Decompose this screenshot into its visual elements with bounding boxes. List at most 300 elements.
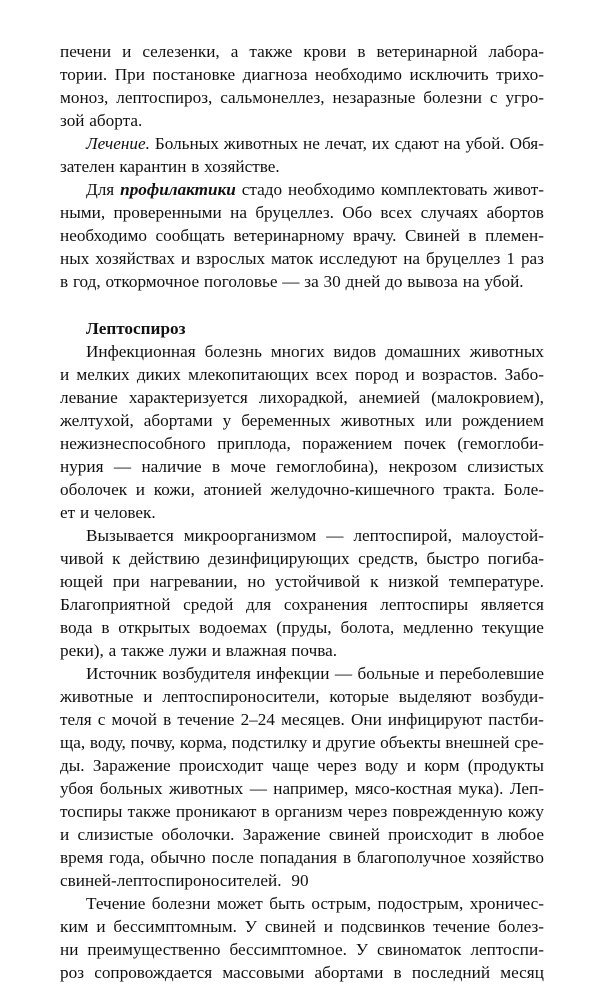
word: и bbox=[143, 687, 153, 706]
word: происходит bbox=[178, 756, 264, 775]
word: больные bbox=[357, 664, 420, 683]
word: организм bbox=[274, 802, 343, 821]
word: мясо-костная bbox=[354, 779, 452, 798]
word: зателен bbox=[60, 157, 115, 176]
word: бруцеллез bbox=[426, 249, 501, 268]
word: дней bbox=[345, 272, 381, 291]
word: воду, bbox=[89, 733, 126, 752]
word: человек. bbox=[93, 503, 156, 522]
word: быстро bbox=[426, 549, 480, 568]
word: открытых bbox=[118, 618, 191, 637]
word: ветеринарной bbox=[376, 42, 478, 61]
word: переболевшие bbox=[439, 664, 544, 683]
text-line bbox=[60, 132, 544, 155]
word: (пруды, bbox=[276, 618, 332, 637]
word: ща, bbox=[60, 733, 86, 752]
word: некрозом bbox=[388, 457, 457, 476]
word: бессимптомное. bbox=[229, 940, 347, 959]
word: низкой bbox=[388, 572, 439, 591]
word: которые bbox=[329, 687, 389, 706]
word: при bbox=[112, 572, 140, 591]
word: быть bbox=[269, 894, 305, 913]
word: течение bbox=[177, 710, 235, 729]
word: абортами bbox=[143, 411, 213, 430]
text-line bbox=[60, 731, 544, 754]
word: поврежденную bbox=[392, 802, 503, 821]
word: диагноза bbox=[242, 65, 308, 84]
text-line bbox=[60, 961, 544, 984]
page-number: 90 bbox=[291, 871, 309, 890]
word: и bbox=[181, 249, 191, 268]
word: Боле- bbox=[503, 480, 544, 499]
word: комплектовать bbox=[380, 180, 488, 199]
word: сдают bbox=[394, 134, 439, 153]
word: течение bbox=[433, 917, 491, 936]
word: зой bbox=[60, 111, 85, 130]
word: 2–24 bbox=[240, 710, 275, 729]
word: Благоприятной bbox=[60, 595, 171, 614]
word: (гемоглоби- bbox=[457, 434, 544, 453]
word: тоспиры bbox=[60, 802, 123, 821]
word: лептоспиры bbox=[380, 595, 469, 614]
word: дезинфицирующих bbox=[208, 549, 350, 568]
word: корма, bbox=[179, 733, 227, 752]
word: теля bbox=[60, 710, 92, 729]
text-line bbox=[60, 501, 544, 524]
word: карантин bbox=[119, 157, 187, 176]
word: роз bbox=[60, 963, 84, 982]
word: У bbox=[244, 917, 257, 936]
word: постановке bbox=[152, 65, 236, 84]
word: анемией bbox=[358, 388, 421, 407]
text-line bbox=[60, 247, 544, 270]
word: свиноматок bbox=[376, 940, 462, 959]
word: — bbox=[249, 779, 267, 798]
word: взрослых bbox=[196, 249, 266, 268]
text-line bbox=[60, 386, 544, 409]
word: а bbox=[230, 42, 239, 61]
word: попадания bbox=[259, 848, 338, 867]
word: Для bbox=[86, 180, 115, 199]
word: селезенки, bbox=[142, 42, 220, 61]
word: свиней-лептоспироносителей. bbox=[60, 871, 282, 890]
word: мочой bbox=[111, 710, 158, 729]
word: к bbox=[370, 572, 379, 591]
word: инфекции bbox=[256, 664, 330, 683]
word: через bbox=[317, 756, 357, 775]
word: болота, bbox=[340, 618, 395, 637]
word: массовыми bbox=[222, 963, 305, 982]
word: влажная bbox=[225, 641, 287, 660]
word: Свиней bbox=[405, 226, 460, 245]
word: свиней bbox=[264, 917, 316, 936]
word: моноз, bbox=[60, 88, 109, 107]
word: и bbox=[211, 641, 221, 660]
word: и bbox=[405, 365, 415, 384]
word: болезни bbox=[423, 88, 482, 107]
text-line bbox=[60, 86, 544, 109]
word: инфицируют bbox=[387, 710, 483, 729]
word: 1 bbox=[506, 249, 515, 268]
word: в bbox=[393, 963, 402, 982]
word: преимущественно bbox=[87, 940, 221, 959]
word: обычно bbox=[150, 848, 206, 867]
word: (продукты bbox=[467, 756, 544, 775]
word: рождением bbox=[462, 411, 544, 430]
word: раз bbox=[520, 249, 544, 268]
word: желудочно-кишечного bbox=[270, 480, 435, 499]
word: слизистые bbox=[77, 825, 154, 844]
word: всех bbox=[380, 203, 413, 222]
word: в bbox=[342, 848, 352, 867]
word: мука). bbox=[458, 779, 504, 798]
word: — bbox=[113, 457, 132, 476]
text-line bbox=[60, 708, 544, 731]
word: живот- bbox=[493, 180, 544, 199]
word: ды. bbox=[60, 756, 85, 775]
word: в bbox=[480, 825, 490, 844]
word: животных bbox=[223, 134, 299, 153]
word: месяц bbox=[500, 963, 544, 982]
word: действию bbox=[128, 549, 200, 568]
word: хозяйство bbox=[471, 848, 544, 867]
word: текущие bbox=[482, 618, 544, 637]
text-line bbox=[60, 685, 544, 708]
word: возбуди- bbox=[481, 687, 544, 706]
word: Течение bbox=[86, 894, 146, 913]
word: наличие bbox=[141, 457, 202, 476]
word: на bbox=[403, 249, 421, 268]
word: необходимо bbox=[60, 226, 147, 245]
word: в bbox=[212, 457, 221, 476]
word: воду bbox=[364, 756, 399, 775]
word: всех bbox=[316, 365, 348, 384]
word: в bbox=[261, 802, 270, 821]
text-line bbox=[60, 800, 544, 823]
word: на bbox=[230, 203, 247, 222]
word: животных bbox=[168, 779, 244, 798]
text-line bbox=[60, 846, 544, 869]
word: также bbox=[249, 42, 293, 61]
text-line bbox=[60, 455, 544, 478]
word: видов bbox=[333, 342, 377, 361]
text-line bbox=[60, 777, 544, 800]
word: животных bbox=[469, 342, 544, 361]
word: за bbox=[304, 272, 319, 291]
word: исследуют bbox=[319, 249, 398, 268]
word: или bbox=[425, 411, 452, 430]
word: случаях bbox=[420, 203, 479, 222]
word: пород bbox=[355, 365, 399, 384]
text-line bbox=[60, 662, 544, 685]
word: свиней bbox=[328, 825, 380, 844]
word: проверенными bbox=[113, 203, 222, 222]
word: Заражение bbox=[242, 825, 321, 844]
text-line bbox=[60, 201, 544, 224]
word: Источник bbox=[86, 664, 157, 683]
word: мелких bbox=[76, 365, 130, 384]
word: сообщать bbox=[155, 226, 225, 245]
word: последний bbox=[411, 963, 491, 982]
word: ким bbox=[60, 917, 89, 936]
word: необходимо bbox=[288, 180, 375, 199]
word: тории. bbox=[60, 65, 108, 84]
text-line bbox=[60, 409, 544, 432]
word: лептоспирой, bbox=[353, 526, 452, 545]
word: кожи, bbox=[153, 480, 195, 499]
word: время bbox=[60, 848, 104, 867]
word: абортов bbox=[486, 203, 544, 222]
word: нурия bbox=[60, 457, 104, 476]
section-heading: Лептоспироз bbox=[86, 319, 186, 338]
word: абортами bbox=[314, 963, 384, 982]
word: месяцев. bbox=[281, 710, 345, 729]
word: сохранения bbox=[283, 595, 368, 614]
word: ни bbox=[60, 940, 79, 959]
word: трихо- bbox=[496, 65, 544, 84]
word: кожу bbox=[507, 802, 544, 821]
word: Инфекционная bbox=[86, 342, 196, 361]
text-line bbox=[60, 639, 544, 662]
word: для bbox=[245, 595, 272, 614]
word: Обя- bbox=[509, 134, 544, 153]
word: к bbox=[112, 549, 121, 568]
word: возрастов. bbox=[421, 365, 498, 384]
text-line bbox=[60, 432, 544, 455]
word: любое bbox=[497, 825, 544, 844]
word: врачу. bbox=[352, 226, 397, 245]
word: через bbox=[347, 802, 388, 821]
text-line bbox=[60, 340, 544, 363]
word: проникают bbox=[175, 802, 257, 821]
word: болез- bbox=[497, 917, 544, 936]
word: и bbox=[122, 42, 132, 61]
word: ющей bbox=[60, 572, 103, 591]
word: также bbox=[127, 802, 171, 821]
word: Леп- bbox=[509, 779, 544, 798]
word: Лечение. bbox=[86, 134, 150, 153]
word: ветеринарному bbox=[233, 226, 345, 245]
word: племен- bbox=[485, 226, 544, 245]
word: малоустой- bbox=[461, 526, 544, 545]
word: температуре. bbox=[448, 572, 544, 591]
word: и bbox=[406, 756, 416, 775]
word: возбудителя bbox=[162, 664, 251, 683]
word: оболочек bbox=[60, 480, 128, 499]
word: тракта. bbox=[443, 480, 496, 499]
word: крови bbox=[303, 42, 347, 61]
word: бессимптомным. bbox=[113, 917, 237, 936]
word: с bbox=[97, 710, 106, 729]
word: животные bbox=[60, 687, 134, 706]
word: в bbox=[101, 618, 110, 637]
word: и bbox=[312, 733, 322, 752]
word: У bbox=[355, 940, 369, 959]
word: и bbox=[96, 917, 106, 936]
word: аборта. bbox=[89, 111, 143, 130]
word: и bbox=[323, 917, 333, 936]
word: внешней bbox=[445, 733, 510, 752]
word: болезни bbox=[151, 894, 211, 913]
word: млекопитающих bbox=[188, 365, 309, 384]
word: благополучное bbox=[357, 848, 466, 867]
word: убоя bbox=[60, 779, 94, 798]
word: Они bbox=[350, 710, 382, 729]
word: на bbox=[462, 272, 480, 291]
word: — bbox=[334, 664, 353, 683]
word: год, bbox=[72, 272, 101, 291]
word: средой bbox=[183, 595, 234, 614]
word: выделяют bbox=[398, 687, 472, 706]
word: и bbox=[60, 825, 70, 844]
word: например, bbox=[273, 779, 349, 798]
text-line bbox=[60, 40, 544, 63]
word: ет bbox=[60, 503, 76, 522]
word: медленно bbox=[402, 618, 474, 637]
word: почва. bbox=[291, 641, 338, 660]
word: исключить bbox=[409, 65, 489, 84]
word: у bbox=[222, 411, 232, 430]
word: происходит bbox=[388, 825, 473, 844]
text-line bbox=[60, 938, 544, 961]
word: в bbox=[191, 157, 200, 176]
text-line bbox=[60, 270, 544, 293]
word: профилактики bbox=[120, 180, 236, 199]
word: после bbox=[211, 848, 254, 867]
word: болезнь bbox=[204, 342, 262, 361]
text-line bbox=[60, 570, 544, 593]
word: хозяйствах bbox=[95, 249, 176, 268]
word: ными, bbox=[60, 203, 106, 222]
word: сальмонеллез, bbox=[220, 88, 325, 107]
word: устойчивой bbox=[275, 572, 361, 591]
word: бруцеллез. bbox=[255, 203, 334, 222]
word: незаразные bbox=[332, 88, 416, 107]
word: чивой bbox=[60, 549, 104, 568]
word: в bbox=[163, 710, 172, 729]
word: в bbox=[357, 42, 366, 61]
word: микроорганизмом bbox=[183, 526, 317, 545]
text-line bbox=[60, 224, 544, 247]
word: сре- bbox=[514, 733, 544, 752]
word: средств, bbox=[358, 549, 418, 568]
word: подсвинков bbox=[340, 917, 426, 936]
text-line bbox=[60, 178, 544, 201]
word: ных bbox=[60, 249, 90, 268]
text-line bbox=[60, 547, 544, 570]
word: и bbox=[60, 365, 70, 384]
word: маток bbox=[271, 249, 314, 268]
text-line bbox=[60, 109, 544, 132]
word: желтухой, bbox=[60, 411, 134, 430]
word: может bbox=[216, 894, 263, 913]
word: Вызывается bbox=[86, 526, 174, 545]
word: и bbox=[135, 480, 145, 499]
text-line bbox=[60, 823, 544, 846]
word: левание bbox=[60, 388, 118, 407]
word: водоемах bbox=[199, 618, 268, 637]
word: другие bbox=[325, 733, 376, 752]
word: больных bbox=[99, 779, 163, 798]
word: моче bbox=[230, 457, 266, 476]
word: объекты bbox=[380, 733, 441, 752]
word: реки), bbox=[60, 641, 104, 660]
word: Больных bbox=[154, 134, 219, 153]
text-line bbox=[60, 524, 544, 547]
word: не bbox=[303, 134, 320, 153]
word: убой. bbox=[465, 134, 505, 153]
word: почву, bbox=[130, 733, 176, 752]
word: является bbox=[480, 595, 544, 614]
word: домашних bbox=[385, 342, 461, 361]
word: острым, bbox=[311, 894, 372, 913]
word: пастби- bbox=[488, 710, 544, 729]
word: слизистых bbox=[467, 457, 544, 476]
word: вода bbox=[60, 618, 93, 637]
word: их bbox=[371, 134, 390, 153]
word: до bbox=[385, 272, 403, 291]
word: угро- bbox=[505, 88, 544, 107]
word: лужи bbox=[168, 641, 207, 660]
text-line bbox=[60, 754, 544, 777]
word: характеризуется bbox=[128, 388, 248, 407]
word: на bbox=[443, 134, 461, 153]
word: При bbox=[114, 65, 145, 84]
text-line bbox=[60, 892, 544, 915]
word: лихорадкой, bbox=[258, 388, 348, 407]
word: 30 bbox=[323, 272, 341, 291]
word: откормочное bbox=[105, 272, 200, 291]
word: нежизнеспособного bbox=[60, 434, 206, 453]
word: Забо- bbox=[504, 365, 544, 384]
word: Заражение bbox=[92, 756, 171, 775]
text-line bbox=[60, 478, 544, 501]
word: диких bbox=[136, 365, 181, 384]
word: хроничес- bbox=[469, 894, 544, 913]
word: почек bbox=[403, 434, 446, 453]
text-block-brucellosis-end bbox=[60, 40, 544, 293]
word: и bbox=[424, 664, 435, 683]
word: оболочки. bbox=[161, 825, 235, 844]
word: лабора- bbox=[488, 42, 544, 61]
word: поголовье bbox=[203, 272, 278, 291]
word: и bbox=[79, 503, 90, 522]
word: лептоспи- bbox=[470, 940, 544, 959]
word: вывоза bbox=[407, 272, 458, 291]
word: года, bbox=[109, 848, 145, 867]
word: — bbox=[326, 526, 344, 545]
text-line bbox=[60, 915, 544, 938]
text-line bbox=[60, 155, 544, 178]
word: (малокровием), bbox=[431, 388, 544, 407]
word: с bbox=[489, 88, 498, 107]
word: хозяйстве. bbox=[204, 157, 280, 176]
word: погиба- bbox=[487, 549, 544, 568]
word: корм bbox=[424, 756, 460, 775]
word: печени bbox=[60, 42, 112, 61]
word: лечат, bbox=[324, 134, 367, 153]
word: лептоспироносители, bbox=[162, 687, 320, 706]
text-line bbox=[60, 593, 544, 616]
word: сопровождается bbox=[94, 963, 213, 982]
text-line bbox=[60, 363, 544, 386]
word: гемоглобина), bbox=[276, 457, 379, 476]
word: атонией bbox=[203, 480, 262, 499]
word: необходимо bbox=[315, 65, 402, 84]
word: подострым, bbox=[377, 894, 464, 913]
word: поражением bbox=[302, 434, 393, 453]
section-gap bbox=[60, 293, 544, 317]
